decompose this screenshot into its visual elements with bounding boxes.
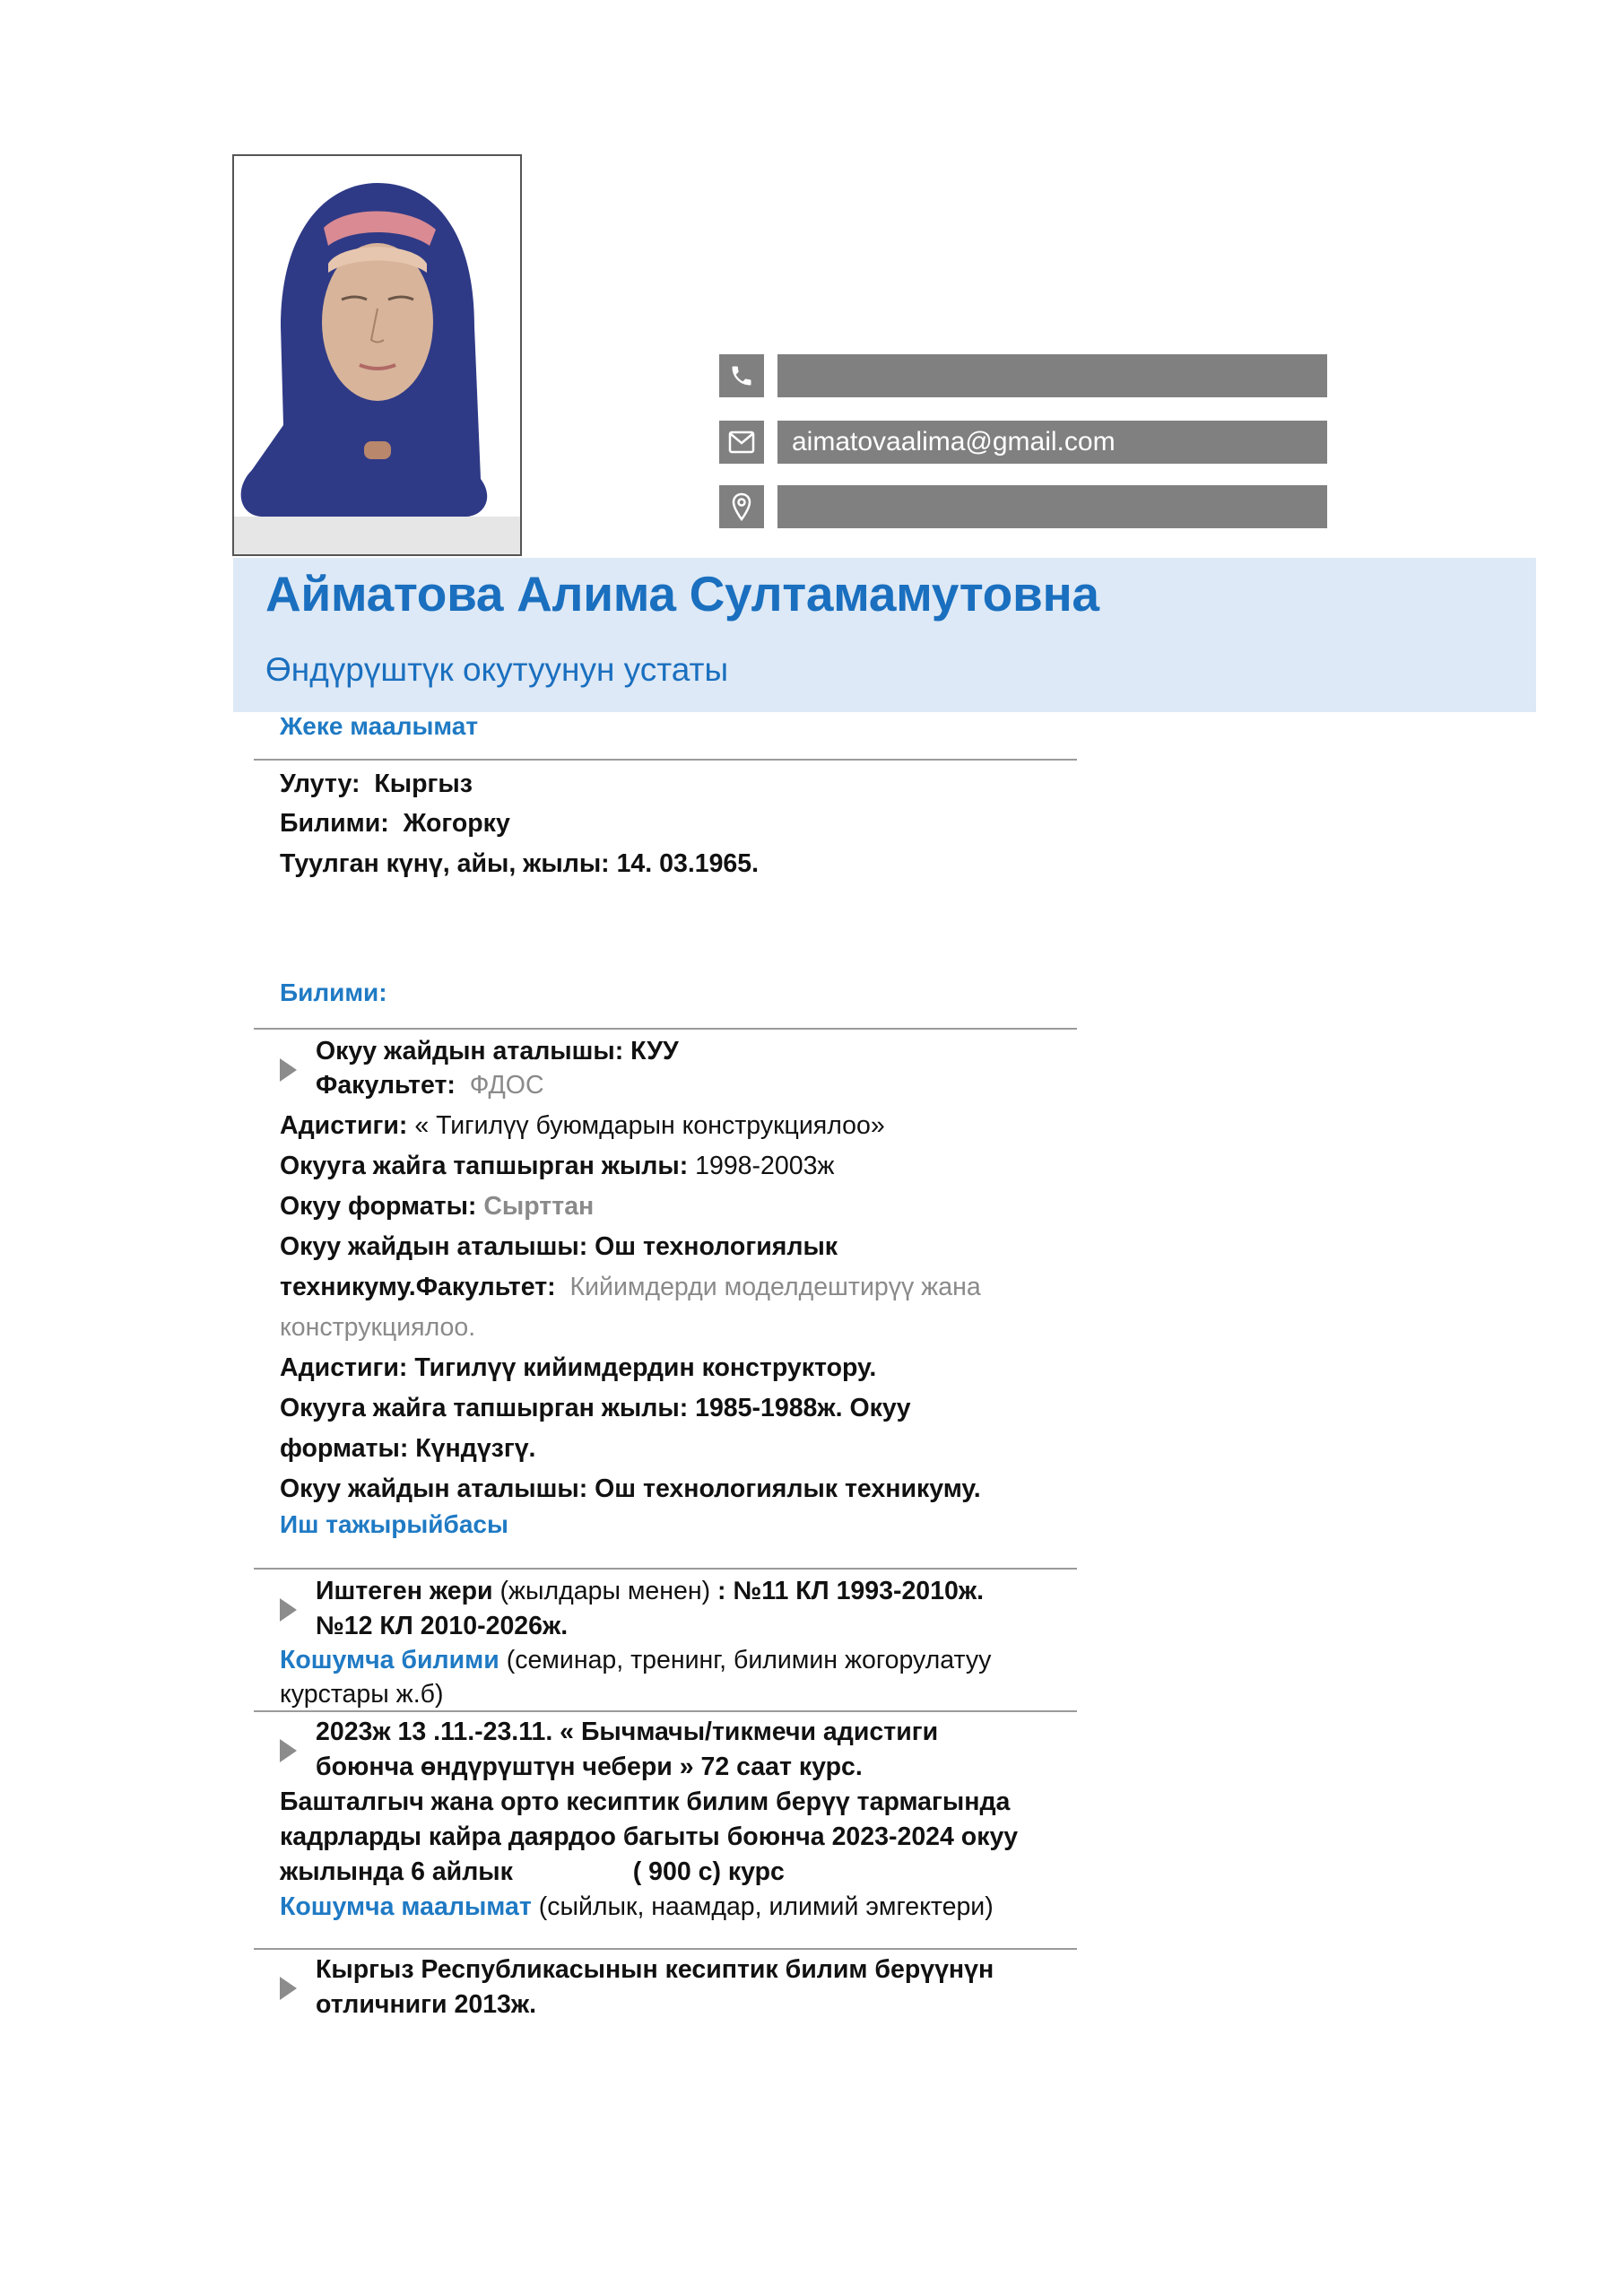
years2-line1: Окууга жайга тапшырган жылы: 1985-1988ж. Окуу [280,1394,911,1422]
divider [254,1568,1077,1570]
mail-icon [719,421,764,464]
faculty1-label: Факультет: [316,1071,456,1100]
workplace-line2: №12 КЛ 2010-2026ж. [316,1612,569,1640]
course2-line2: кадрларды кайра даярдоо багыты боюнча 2023-2024 окуу [280,1822,1019,1851]
extra-education-label: Кошумча билими [280,1646,499,1674]
faculty2-value: Кийимдерди моделдештирүү жана [569,1273,981,1301]
nationality-value: Кыргыз [374,770,473,798]
school3-row: Окуу жайдын аталышы: Ош технологиялык техникуму. [280,1474,981,1503]
years1-label: Окууга жайга тапшырган жылы: [280,1152,689,1180]
course2-duration: жылында 6 айлык [280,1857,513,1886]
faculty1-value: ФДОС [469,1071,544,1100]
workplace-line1 [316,1571,984,1611]
bullet-triangle-icon [280,1598,297,1622]
course2-hours: ( 900 с) курс [632,1857,785,1886]
address-field [777,485,1327,528]
format1-row [280,1187,594,1226]
workplace-label: Иштеген жери [316,1577,493,1605]
spec2-row: Адистиги: Тигилүү кийимдердин конструктору. [280,1353,877,1382]
years1-row [280,1146,834,1186]
profile-photo [232,154,522,556]
birth-date-row [280,844,759,883]
course1-line2: боюнча өндүрүштүн чебери » 72 саат курс. [316,1752,863,1781]
education-level-row [280,804,510,843]
faculty2-label: техникуму.Факультет: [280,1273,556,1301]
workplace-note: (жылдары менен) [499,1577,711,1605]
birth-date-label: Туулган күнү, айы, жылы: [280,849,610,878]
bullet-triangle-icon [280,1977,297,2000]
course2-line3 [280,1852,785,1892]
section-heading-work: Иш тажырыйбасы [280,1510,508,1538]
award-line1: Кыргыз Республикасынын кесиптик билим берүүнүн [316,1955,994,1984]
school2-line1: Окуу жайдын аталышы: Ош технологиялык [280,1232,838,1261]
format1-value: Сырттан [483,1192,595,1221]
bullet-triangle-icon [280,1739,297,1762]
school2-line2 [280,1267,981,1307]
workplace-value: : №11 КЛ 1993-2010ж. [717,1577,984,1605]
extra-info-row [280,1887,994,1926]
email-field[interactable]: aimatovaalima@gmail.com [777,421,1327,464]
course1-line1: 2023ж 13 .11.-23.11. « Бычмачы/тикмечи адистиги [316,1718,939,1746]
extra-info-note: (сыйлык, наамдар, илимий эмгектери) [538,1892,994,1921]
phone-icon [719,354,764,397]
job-title: Өндүрүштүк окутуунун устаты [265,651,729,688]
school1-label: Окуу жайдын аталышы: [316,1037,624,1065]
nationality-row [280,764,473,804]
divider [254,1028,1077,1030]
education-level-value: Жогорку [403,809,510,838]
years1-value: 1998-2003ж [695,1152,835,1180]
portrait-image [234,156,520,554]
format1-label: Окуу форматы: [280,1192,477,1221]
spec1-value: « Тигилүү буюмдарын конструкциялоо» [414,1111,885,1140]
spec1-row [280,1106,885,1145]
years2-line2: форматы: Күндүзгү. [280,1434,536,1463]
faculty2-value-cont: конструкциялоо. [280,1313,476,1342]
school1-value: КУУ [630,1037,679,1065]
person-name: Айматова Алима Султамамутовна [265,566,1099,622]
birth-date-value: 14. 03.1965. [616,849,760,878]
bullet-triangle-icon [280,1058,297,1082]
section-heading-personal: Жеке маалымат [280,712,479,740]
phone-field [777,354,1327,397]
education-level-label: Билими: [280,809,389,838]
location-pin-icon [719,485,764,528]
divider [254,759,1077,761]
extra-education-note-cont: курстары ж.б) [280,1680,444,1709]
spec1-label: Адистиги: [280,1111,408,1140]
nationality-label: Улуту: [280,770,360,798]
award-line2: отличниги 2013ж. [316,1990,537,2019]
section-heading-education: Билими: [280,978,387,1006]
extra-info-label: Кошумча маалымат [280,1892,532,1921]
extra-education-note: (семинар, тренинг, билимин жогорулатуу [506,1646,992,1674]
course2-line1: Башталгыч жана орто кесиптик билим берүү тармагында [280,1787,1011,1816]
faculty1-row [316,1065,544,1105]
